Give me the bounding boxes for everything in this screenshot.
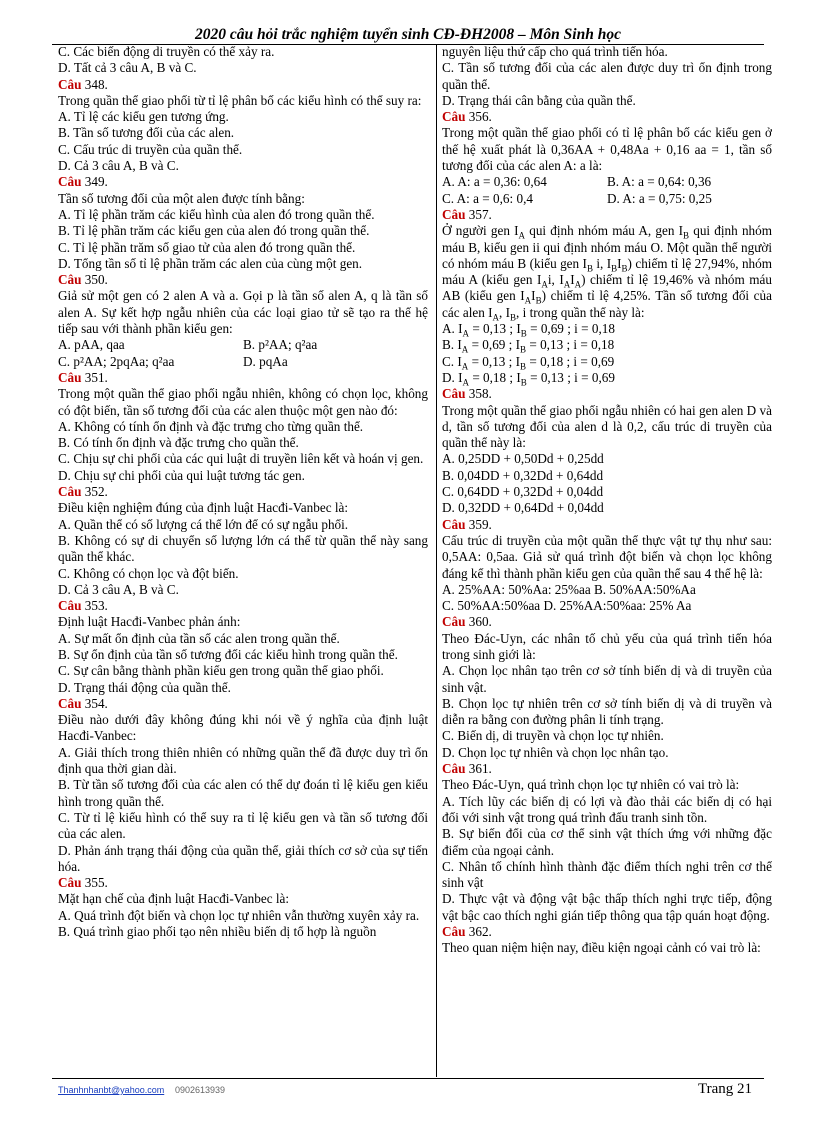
text-line: A. 0,25DD + 0,50Dd + 0,25dd (442, 451, 604, 467)
answer-options-row (58, 337, 428, 353)
question-number-value: 360. (465, 614, 492, 630)
question-number-value: 362. (465, 924, 492, 940)
left-column (58, 44, 428, 1077)
text-line: B. Không có sự di chuyển số lượng lớn cá thể từ quần thể này sang quần thể khác. (58, 532, 428, 565)
answer-option: A. pAA, qaa (58, 337, 125, 353)
text-line: A. 25%AA: 50%Aa: 25%aa B. 50%AA:50%Aa (442, 581, 696, 597)
text-line: Giả sử một gen có 2 alen A và a. Gọi p là tần số alen A, q là tần số alen A. Sự kết hợp ngẫu nhiên của các loại giao tử sẽ tạo ra thế hệ tiếp sau với thành phần kiểu gen: (58, 288, 428, 337)
text-line: D. Tổng tần số tỉ lệ phần trăm các alen của cùng một gen. (58, 255, 363, 271)
question-number (58, 370, 428, 386)
question-label: Câu (58, 695, 82, 711)
question-number-value: 355. (81, 875, 108, 891)
answer-option: C. p²AA; 2pqAa; q²aa (58, 353, 175, 369)
text-line: C. Từ tỉ lệ kiểu hình có thể suy ra tỉ lệ kiểu gen và tần số tương đối của các alen. (58, 809, 428, 842)
question-number-value: 349. (81, 174, 108, 190)
question-number (442, 207, 772, 223)
text-line: B. Tỉ lệ phần trăm các kiểu gen của alen đó trong quần thể. (58, 223, 370, 239)
question-label: Câu (442, 614, 466, 630)
text-line: D. Thực vật và động vật bậc thấp thích nghi trực tiếp, động vật bậc cao thích nghi gián tiếp thông qua tập quán hoạt động. (442, 891, 772, 923)
text-line: B. Từ tần số tương đối của các alen có thể dự đoán tỉ lệ kiểu gen kiểu hình trong quần thể. (58, 777, 428, 809)
footer-phone: 0902613939 (175, 1085, 226, 1095)
question-label: Câu (58, 76, 82, 92)
text-line: Theo Đác-Uyn, các nhân tố chủ yếu của quá trình tiến hóa trong sinh giới là: (442, 630, 772, 662)
text-line: Trong quần thể giao phối từ tỉ lệ phân bố các kiểu hình có thể suy ra: (58, 92, 422, 108)
text-line: B. Quá trình giao phối tạo nên nhiều biến dị tổ hợp là nguồn (58, 924, 377, 940)
answer-options-row (442, 174, 772, 190)
text-line: D. Trạng thái động của quần thể. (58, 679, 231, 695)
text-line: C. Nhân tố chính hình thành đặc điểm thích nghi trên cơ thể sinh vật (442, 858, 772, 891)
answer-option: C. A: a = 0,6: 0,4 (442, 190, 533, 206)
text-line: Tần số tương đối của một alen được tính bằng: (58, 190, 305, 206)
text-line: Trong một quần thể giao phối có tỉ lệ phân bố các kiểu gen ở thế hệ xuất phát là 0,36AA + 0,48Aa + 0,16 aa = 1, tần số tương đối của các alen A: a là: (442, 125, 772, 174)
answer-option: D. A: a = 0,75: 0,25 (607, 190, 712, 206)
question-label: Câu (58, 272, 82, 288)
text-line: C. Các biến động di truyền có thể xảy ra. (58, 44, 275, 59)
question-label: Câu (442, 516, 466, 532)
question-number-value: 356. (465, 109, 492, 125)
text-line: C. Biến dị, di truyền và chọn lọc tự nhiên. (442, 728, 664, 744)
text-line: Điều nào dưới đây không đúng khi nói về ý nghĩa của định luật Hacđi-Vanbec: (58, 712, 428, 744)
text-line: C. $I_A = 0,13$ ; $I_B = 0,18$ ; i = 0,69 (442, 353, 615, 372)
question-label: Câu (442, 924, 466, 940)
text-line: B. Sự biến đổi của cơ thể sinh vật thích ứng với những đặc điểm của ngoại cảnh. (442, 826, 772, 858)
column-divider (436, 44, 437, 1077)
text-line: A. Quá trình đột biến và chọn lọc tự nhiên vẫn thường xuyên xảy ra. (58, 907, 420, 923)
text-line: B. Sự ổn định của tần số tương đối các kiểu hình trong quần thể. (58, 646, 398, 662)
text-line: D. Cả 3 câu A, B và C. (58, 158, 179, 174)
question-label: Câu (58, 484, 82, 500)
question-label: Câu (58, 598, 82, 614)
question-number (442, 924, 772, 940)
text-line: D. Chịu sự chi phối của qui luật tương tác gen. (58, 467, 305, 483)
question-number-value: 352. (81, 484, 108, 500)
question-number-value: 350. (81, 272, 108, 288)
right-column (442, 44, 772, 1077)
text-line: B. $I_A = 0,69$ ; $I_B = 0,13$ ; i = 0,18 (442, 337, 615, 355)
text-line: D. Tất cả 3 câu A, B và C. (58, 60, 197, 76)
text-line: Trong một quần thể giao phối ngẫu nhiên có hai gen alen D và d, tần số tương đối của alen d là 0,2, cấu trúc di truyền của quần thể này là: (442, 402, 772, 451)
question-number (58, 875, 428, 891)
text-line: A. Sự mất ổn định của tần số các alen trong quần thể. (58, 630, 340, 646)
text-line: C. Tần số tương đối của các alen được duy trì ổn định trong quần thể. (442, 60, 772, 92)
text-line: D. Phản ánh trạng thái động của quần thể, giải thích cơ sở của sự tiến hóa. (58, 842, 428, 874)
answer-options-row (442, 191, 772, 207)
text-line: A. Không có tính ổn định và đặc trưng cho từng quần thể. (58, 418, 364, 434)
question-number (58, 77, 428, 93)
question-label: Câu (442, 206, 466, 222)
footer-email-link[interactable]: Thanhnhanbt@yahoo.com (58, 1085, 165, 1095)
text-line: D. Cả 3 câu A, B và C. (58, 581, 179, 597)
text-line: A. Tích lũy các biến dị có lợi và đào thải các biến dị có hại đối với sinh vật trong quá trình đấu tranh sinh tồn. (442, 793, 772, 825)
question-label: Câu (442, 386, 466, 402)
question-number (58, 696, 428, 712)
question-label: Câu (58, 875, 82, 891)
text-line: A. Tỉ lệ các kiểu gen tương ứng. (58, 109, 229, 125)
question-number-value: 358. (465, 386, 492, 402)
question-number (442, 614, 772, 630)
text-line: Định luật Hacđi-Vanbec phản ánh: (58, 614, 241, 630)
text-line: D. Trạng thái cân bằng của quần thể. (442, 92, 636, 108)
question-number (58, 598, 428, 614)
text-line: Theo Đác-Uyn, quá trình chọn lọc tự nhiên có vai trò là: (442, 777, 740, 793)
text-line: A. Quần thể có số lượng cá thể lớn để có sự ngẫu phối. (58, 516, 349, 532)
question-number (442, 517, 772, 533)
question-number (58, 484, 428, 500)
question-label: Câu (442, 109, 466, 125)
question-number-value: 361. (465, 761, 492, 777)
text-line: nguyên liệu thứ cấp cho quá trình tiến hóa. (442, 44, 668, 59)
text-line: C. 0,64DD + 0,32Dd + 0,04dd (442, 484, 604, 500)
text-line: C. Sự cân bằng thành phần kiểu gen trong quần thể giao phối. (58, 663, 384, 679)
question-number-value: 353. (81, 598, 108, 614)
question-number-value: 348. (81, 76, 108, 92)
answer-option: B. p²AA; q²aa (243, 337, 318, 353)
text-line: A. Tỉ lệ phần trăm các kiểu hình của alen đó trong quần thể. (58, 206, 375, 222)
text-line: C. Không có chọn lọc và đột biến. (58, 565, 239, 581)
question-number-value: 354. (81, 695, 108, 711)
text-line: C. Tỉ lệ phần trăm số giao tử của alen đó trong quần thể. (58, 239, 356, 255)
question-number (58, 272, 428, 288)
text-line: A. $I_A = 0,13$ ; $I_B = 0,69$ ; i = 0,18 (442, 321, 615, 339)
text-line: A. Chọn lọc nhân tạo trên cơ sở tính biến dị và di truyền của sinh vật. (442, 663, 772, 695)
answer-option: B. A: a = 0,64: 0,36 (607, 174, 712, 190)
text-line: Ở người gen $I_A$ qui định nhóm máu A, gen $I_B$ qui định nhóm máu B, kiểu gen ii qui định nhóm máu O. Một quần thể người có nhóm máu B (kiểu gen $I_B$ i, $I_BI_B$) chiếm tỉ lệ 27,94%, nhóm máu A (kiểu gen $I_Ai$, $I_AI_A$) chiếm tỉ lệ 19,46% và nhóm máu AB (kiểu gen $I_AI_B$) chiếm tỉ lệ 4,25%. Tần số tương đối của các alen $I_A$, $I_B$, i trong quần thể này là: (442, 223, 772, 323)
text-line: D. Chọn lọc tự nhiên và chọn lọc nhân tạo. (442, 744, 669, 760)
text-line: B. Tần số tương đối của các alen. (58, 125, 235, 141)
question-number-value: 357. (465, 206, 492, 222)
question-number-value: 359. (465, 516, 492, 532)
question-number-value: 351. (81, 369, 108, 385)
text-line: Mặt hạn chế của định luật Hacđi-Vanbec là: (58, 891, 290, 907)
text-line: Theo quan niệm hiện nay, điều kiện ngoại cảnh có vai trò là: (442, 940, 761, 956)
text-line: C. 50%AA:50%aa D. 25%AA:50%aa: 25% Aa (442, 598, 692, 614)
question-number (442, 386, 772, 402)
text-line: A. Giải thích trong thiên nhiên có những quần thể đã được duy trì ổn định qua thời gian dài. (58, 744, 428, 777)
question-label: Câu (58, 174, 82, 190)
text-line: Trong một quần thể giao phối ngẫu nhiên, không có chọn lọc, không có đột biến, tần số tương đối của các alen thuộc một gen nào đó: (58, 386, 428, 418)
answer-options-row (58, 354, 428, 370)
text-line: B. 0,04DD + 0,32Dd + 0,64dd (442, 467, 604, 483)
text-line: C. Cấu trúc di truyền của quần thể. (58, 141, 243, 157)
answer-option: A. A: a = 0,36: 0,64 (442, 174, 547, 190)
text-line: D. 0,32DD + 0,64Dd + 0,04dd (442, 500, 604, 516)
text-line: D. $I_A = 0,18$ ; $I_B = 0,13$ ; i = 0,69 (442, 369, 615, 388)
answer-option: D. pqAa (243, 353, 288, 369)
page-number: Trang 21 (698, 1081, 753, 1097)
text-line: B. Chọn lọc tự nhiên trên cơ sở tính biến dị và di truyền và diễn ra bằng con đường phân li tính trạng. (442, 695, 772, 728)
text-line: C. Chịu sự chi phối của các qui luật di truyền liên kết và hoán vị gen. (58, 451, 424, 467)
text-line: B. Có tính ổn định và đặc trưng cho quần thể. (58, 435, 299, 451)
text-line: Điều kiện nghiệm đúng của định luật Hacđi-Vanbec là: (58, 500, 349, 516)
question-label: Câu (442, 761, 466, 777)
question-number (58, 174, 428, 190)
question-number (442, 761, 772, 777)
question-number (442, 109, 772, 125)
text-line: Cấu trúc di truyền của một quần thể thực vật tự thụ như sau: 0,5AA: 0,5aa. Giả sử quá trình đột biến và chọn lọc không đáng kể thì thành phần kiểu gen của quần thể sau 4 thế hệ là: (442, 532, 772, 581)
document-header: 2020 câu hỏi trắc nghiệm tuyển sinh CĐ-ĐH2008 – Môn Sinh học (195, 26, 621, 43)
question-label: Câu (58, 369, 82, 385)
